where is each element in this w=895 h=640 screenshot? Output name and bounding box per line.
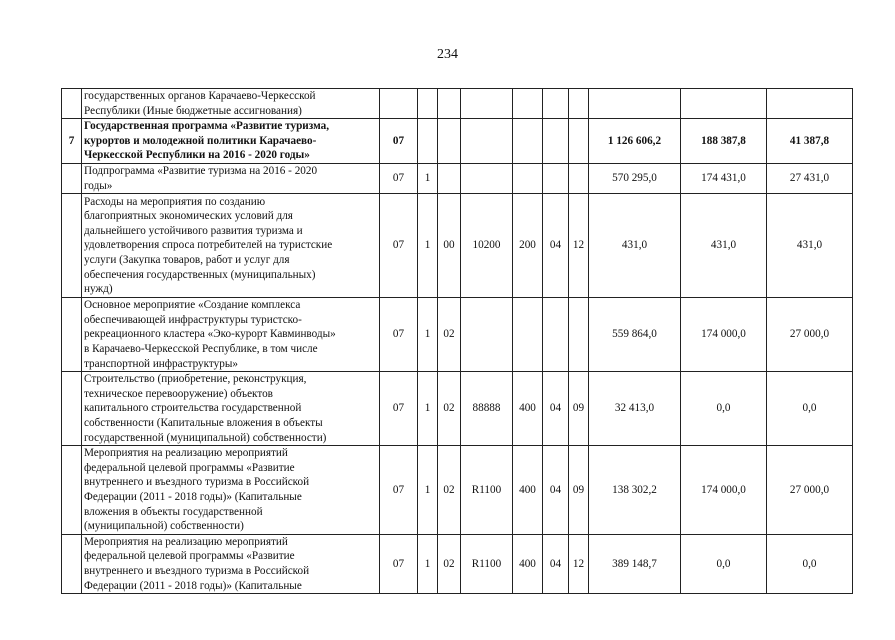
row-name-cell: Строительство (приобретение, реконструкция, техническое перевооружение) объектов капитального строительства государственной собственности (Капитальные вложения в объекты государственной (муниципальной) собственности): [82, 372, 380, 446]
amount-cell: 138 302,2: [589, 446, 681, 535]
row-name-cell: Мероприятия на реализацию мероприятий федеральной целевой программы «Развитие внутреннего и въездного туризма в Российской Федерации (2011 - 2018 годы)» (Капитальные: [82, 534, 380, 593]
amount-cell: 174 000,0: [681, 298, 767, 372]
ministry-code-cell: 07: [380, 446, 418, 535]
section-cell: [543, 119, 569, 164]
expense-type-cell: 200: [513, 194, 543, 298]
subprogram-code-cell: [418, 89, 438, 119]
activity-code-cell: [438, 89, 461, 119]
table-body: [62, 89, 853, 594]
direction-code-cell: 10200: [461, 194, 513, 298]
section-cell: [543, 163, 569, 193]
amount-cell: 41 387,8: [767, 119, 853, 164]
direction-code-cell: R1100: [461, 446, 513, 535]
section-cell: [543, 298, 569, 372]
expense-type-cell: 400: [513, 446, 543, 535]
page-number: 234: [437, 47, 458, 62]
expense-type-cell: [513, 119, 543, 164]
row-name-cell: Расходы на мероприятия по созданию благоприятных экономических условий для дальнейшего устойчивого развития туризма и удовлетворения спроса потребителей на туристские услуги (Закупка товаров, работ и услуг для обеспечения государственных (муниципальных) нужд): [82, 194, 380, 298]
amount-cell: [589, 89, 681, 119]
amount-cell: 0,0: [767, 372, 853, 446]
amount-cell: [681, 89, 767, 119]
amount-cell: 174 431,0: [681, 163, 767, 193]
ministry-code-cell: 07: [380, 372, 418, 446]
subsection-cell: [569, 298, 589, 372]
row-number-cell: [62, 163, 82, 193]
amount-cell: 27 431,0: [767, 163, 853, 193]
row-number-cell: [62, 446, 82, 535]
direction-code-cell: [461, 89, 513, 119]
expense-type-cell: 400: [513, 534, 543, 593]
row-number-cell: 7: [62, 119, 82, 164]
expense-type-cell: [513, 298, 543, 372]
row-name-cell: Основное мероприятие «Создание комплекса обеспечивающей инфраструктуры туристско- рекреационного кластера «Эко-курорт Кавминводы» в Карачаево-Черкесской Республике, в том числе транспортной инфраструктуры»: [82, 298, 380, 372]
amount-cell: 32 413,0: [589, 372, 681, 446]
table-row: [62, 298, 853, 372]
subsection-cell: 12: [569, 534, 589, 593]
subsection-cell: [569, 89, 589, 119]
subprogram-code-cell: 1: [418, 534, 438, 593]
ministry-code-cell: 07: [380, 298, 418, 372]
subsection-cell: 09: [569, 372, 589, 446]
amount-cell: [767, 89, 853, 119]
section-cell: [543, 89, 569, 119]
expense-type-cell: 400: [513, 372, 543, 446]
row-name-cell: Мероприятия на реализацию мероприятий федеральной целевой программы «Развитие внутреннего и въездного туризма в Российской Федерации (2011 - 2018 годы)» (Капитальные вложения в объекты государственной (муниципальной) собственности): [82, 446, 380, 535]
subsection-cell: 09: [569, 446, 589, 535]
subprogram-code-cell: 1: [418, 446, 438, 535]
section-cell: 04: [543, 534, 569, 593]
amount-cell: 0,0: [681, 372, 767, 446]
amount-cell: 431,0: [681, 194, 767, 298]
ministry-code-cell: 07: [380, 163, 418, 193]
activity-code-cell: [438, 163, 461, 193]
table-row: [62, 372, 853, 446]
subprogram-code-cell: 1: [418, 194, 438, 298]
amount-cell: 0,0: [767, 534, 853, 593]
subprogram-code-cell: [418, 119, 438, 164]
row-name-cell: Подпрограмма «Развитие туризма на 2016 - 2020 годы»: [82, 163, 380, 193]
subprogram-code-cell: 1: [418, 372, 438, 446]
amount-cell: 570 295,0: [589, 163, 681, 193]
table-row: [62, 119, 853, 164]
activity-code-cell: [438, 119, 461, 164]
subprogram-code-cell: 1: [418, 163, 438, 193]
ministry-code-cell: [380, 89, 418, 119]
subprogram-code-cell: 1: [418, 298, 438, 372]
activity-code-cell: 02: [438, 298, 461, 372]
row-number-cell: [62, 194, 82, 298]
section-cell: 04: [543, 446, 569, 535]
amount-cell: 174 000,0: [681, 446, 767, 535]
row-number-cell: [62, 372, 82, 446]
row-number-cell: [62, 534, 82, 593]
expense-type-cell: [513, 163, 543, 193]
section-cell: 04: [543, 372, 569, 446]
direction-code-cell: 88888: [461, 372, 513, 446]
activity-code-cell: 02: [438, 534, 461, 593]
activity-code-cell: 00: [438, 194, 461, 298]
expense-type-cell: [513, 89, 543, 119]
table-row: [62, 534, 853, 593]
amount-cell: 559 864,0: [589, 298, 681, 372]
subsection-cell: 12: [569, 194, 589, 298]
budget-table: [61, 88, 853, 594]
direction-code-cell: [461, 163, 513, 193]
ministry-code-cell: 07: [380, 119, 418, 164]
amount-cell: 1 126 606,2: [589, 119, 681, 164]
section-cell: 04: [543, 194, 569, 298]
direction-code-cell: [461, 119, 513, 164]
row-number-cell: [62, 89, 82, 119]
table-row: [62, 194, 853, 298]
row-name-cell: Государственная программа «Развитие туризма, курортов и молодежной политики Карачаево- Черкесской Республики на 2016 - 2020 годы»: [82, 119, 380, 164]
table-row: [62, 163, 853, 193]
amount-cell: 27 000,0: [767, 446, 853, 535]
activity-code-cell: 02: [438, 446, 461, 535]
amount-cell: 188 387,8: [681, 119, 767, 164]
amount-cell: 431,0: [767, 194, 853, 298]
row-number-cell: [62, 298, 82, 372]
subsection-cell: [569, 163, 589, 193]
amount-cell: 389 148,7: [589, 534, 681, 593]
table-row: [62, 446, 853, 535]
ministry-code-cell: 07: [380, 194, 418, 298]
subsection-cell: [569, 119, 589, 164]
amount-cell: 27 000,0: [767, 298, 853, 372]
row-name-cell: государственных органов Карачаево-Черкесской Республики (Иные бюджетные ассигнования): [82, 89, 380, 119]
direction-code-cell: R1100: [461, 534, 513, 593]
amount-cell: 0,0: [681, 534, 767, 593]
ministry-code-cell: 07: [380, 534, 418, 593]
amount-cell: 431,0: [589, 194, 681, 298]
table-row: [62, 89, 853, 119]
activity-code-cell: 02: [438, 372, 461, 446]
direction-code-cell: [461, 298, 513, 372]
